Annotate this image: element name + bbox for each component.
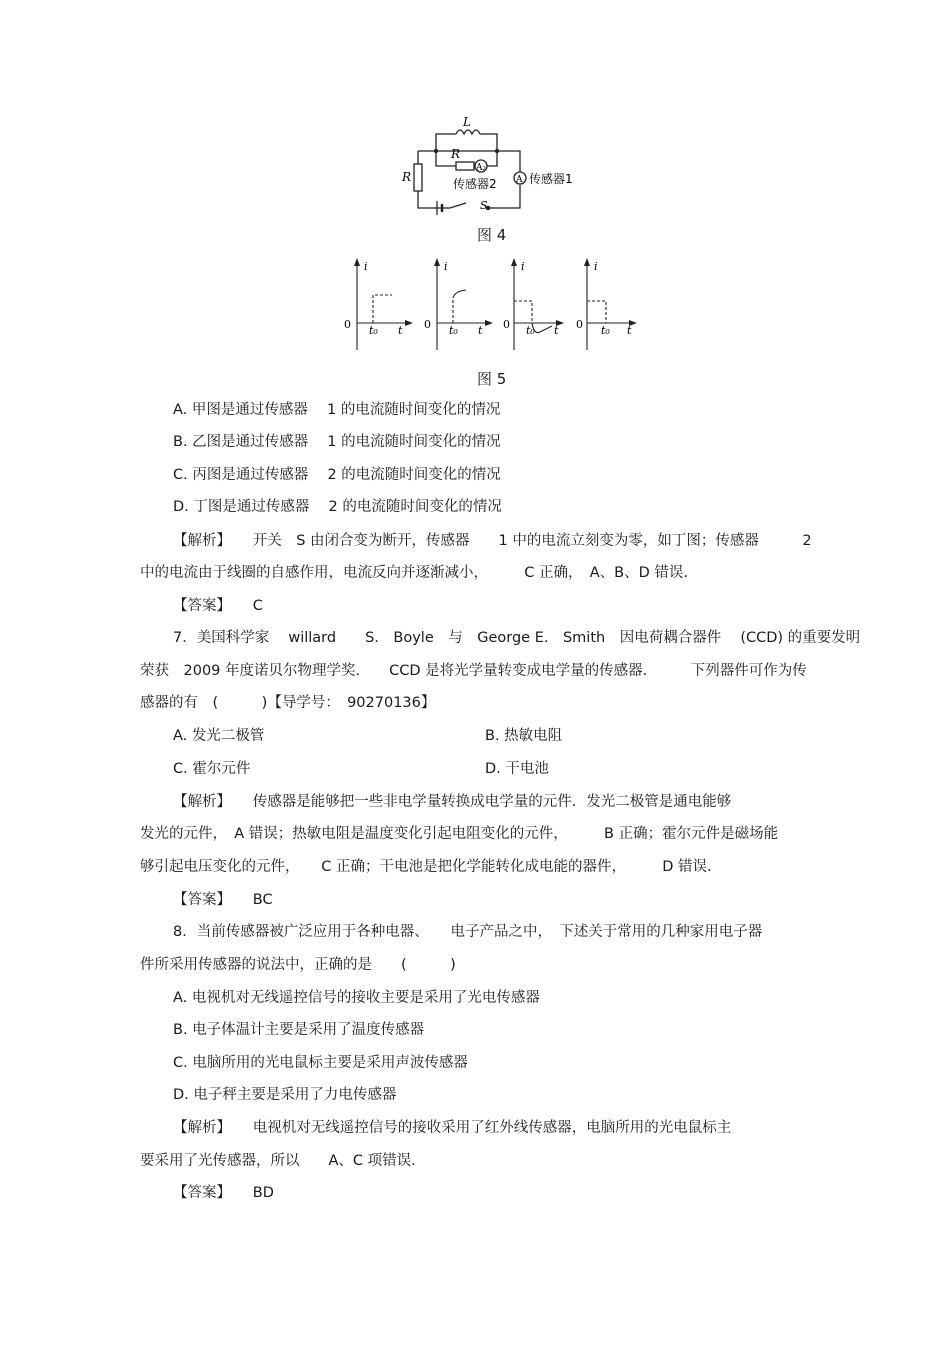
q8-option-c: C. 电脑所用的光电鼠标主要是采用声波传感器: [173, 1055, 468, 1071]
q6-option-a: A. 甲图是通过传感器 1 的电流随时间变化的情况: [173, 402, 501, 418]
g2-t: t: [478, 324, 483, 337]
q6-option-b: B. 乙图是通过传感器 1 的电流随时间变化的情况: [173, 434, 501, 450]
q7-analysis-line2: 发光的元件， A 错误；热敏电阻是温度变化引起电阻变化的元件， B 正确；霍尔元件是磁场能: [140, 826, 779, 842]
label-sensor1: 传感器1: [529, 172, 573, 186]
q6-answer: 【答案】 C: [173, 598, 263, 614]
q8-stem-line2: 件所采用传感器的说法中，正确的是 ( ): [140, 957, 456, 973]
g4-origin: 0: [576, 318, 583, 331]
q8-stem-line1: 8．当前传感器被广泛应用于各种电器、 电子产品之中， 下述关于常用的几种家用电子器: [173, 924, 763, 940]
q7-option-b: B. 热敏电阻: [485, 728, 563, 744]
g1-t: t: [398, 324, 403, 337]
q8-answer: 【答案】 BD: [173, 1185, 274, 1201]
q6-analysis-line1: 【解析】 开关 S 由闭合变为断开，传感器 1 中的电流立刻变为零，如丁图；传感器 2: [173, 533, 812, 549]
figure-5-graphs: [0, 0, 950, 360]
g2-origin: 0: [424, 318, 431, 331]
g4-t0: t₀: [601, 324, 610, 337]
g3-t0: t₀: [526, 324, 535, 337]
figure-5-caption: 图 5: [477, 370, 507, 388]
g4-t: t: [627, 324, 632, 337]
label-L: L: [463, 115, 471, 129]
label-R-inner: R: [451, 147, 461, 161]
label-sensor2: 传感器2: [453, 177, 497, 191]
q7-option-d: D. 干电池: [485, 761, 549, 777]
g3-t: t: [554, 324, 559, 337]
q8-option-a: A. 电视机对无线遥控信号的接收主要是采用了光电传感器: [173, 990, 540, 1006]
label-A2: A₂: [476, 163, 487, 173]
q7-stem-line2: 荣获 2009 年度诺贝尔物理学奖. CCD 是将光学量转变成电学量的传感器. 下列器件可作为传: [140, 663, 807, 679]
q6-analysis-line2: 中的电流由于线圈的自感作用，电流反向并逐渐减小， C 正确， A、B、D 错误.: [140, 565, 688, 581]
g1-origin: 0: [344, 318, 351, 331]
q7-analysis-line3: 够引起电压变化的元件， C 正确；干电池是把化学能转化成电能的器件， D 错误.: [140, 859, 712, 875]
label-S: S: [480, 199, 488, 212]
g1-t0: t₀: [369, 324, 378, 337]
label-A1: A: [516, 175, 523, 185]
q8-option-d: D. 电子秤主要是采用了力电传感器: [173, 1087, 397, 1103]
q8-analysis-line2: 要采用了光传感器，所以 A、C 项错误.: [140, 1153, 416, 1169]
q6-option-d: D. 丁图是通过传感器 2 的电流随时间变化的情况: [173, 499, 502, 515]
q7-option-c: C. 霍尔元件: [173, 761, 251, 777]
q6-option-c: C. 丙图是通过传感器 2 的电流随时间变化的情况: [173, 467, 501, 483]
g3-origin: 0: [503, 318, 510, 331]
g2-t0: t₀: [449, 324, 458, 337]
q8-analysis-line1: 【解析】 电视机对无线遥控信号的接收采用了红外线传感器，电脑所用的光电鼠标主: [173, 1120, 732, 1136]
g1-axis-i: i: [364, 260, 368, 273]
g2-axis-i: i: [444, 260, 448, 273]
q7-stem-line3: 感器的有 ( )【导学号： 90270136】: [140, 695, 436, 711]
label-R-left: R: [402, 170, 412, 184]
q7-stem-line1: 7．美国科学家 willard S. Boyle 与 George E. Smith 因电荷耦合器件 (CCD) 的重要发明: [173, 630, 861, 646]
q7-option-a: A. 发光二极管: [173, 728, 265, 744]
q7-analysis-line1: 【解析】 传感器是能够把一些非电学量转换成电学量的元件．发光二极管是通电能够: [173, 794, 732, 810]
figure-4-caption: 图 4: [477, 226, 507, 244]
q7-answer: 【答案】 BC: [173, 892, 273, 908]
q8-option-b: B. 电子体温计主要是采用了温度传感器: [173, 1022, 425, 1038]
g3-axis-i: i: [521, 260, 525, 273]
g4-axis-i: i: [594, 260, 598, 273]
